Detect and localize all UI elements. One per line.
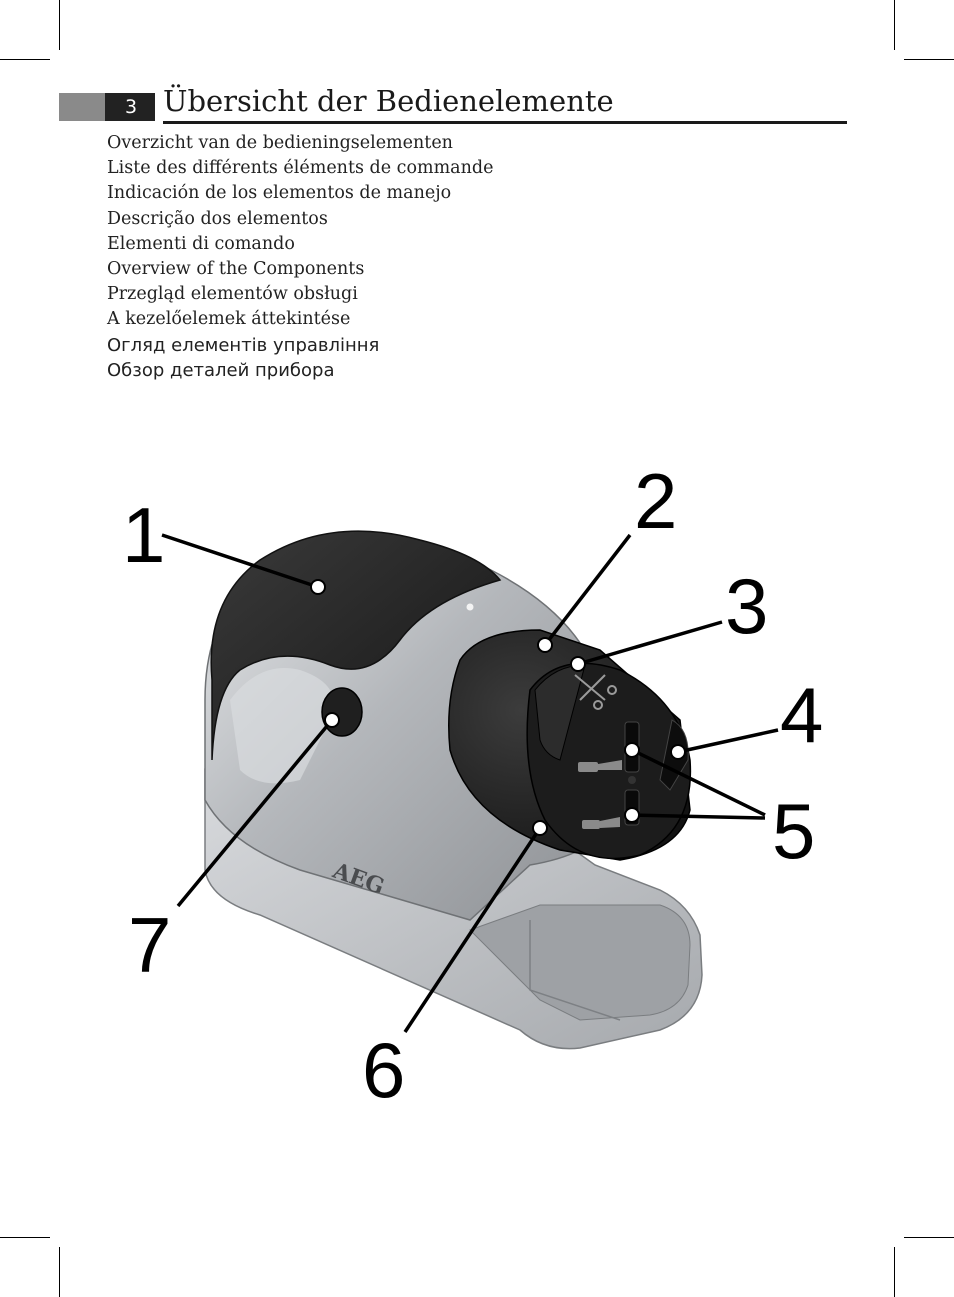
lang-title-pt: Descrição dos elementos bbox=[107, 208, 328, 229]
lang-title-uk: Огляд елементів управління bbox=[107, 334, 380, 356]
lang-title-it: Elementi di comando bbox=[107, 233, 295, 254]
page-title: Übersicht der Bedienelemente bbox=[163, 84, 614, 118]
lang-title-pl: Przegląd elementów obsługi bbox=[107, 284, 358, 305]
lang-title-ru: Обзор деталей прибора bbox=[107, 359, 335, 381]
callout-2: 2 bbox=[634, 457, 678, 545]
lang-title-nl: Overzicht van de bedieningselementen bbox=[107, 133, 453, 153]
callout-7: 7 bbox=[128, 901, 172, 989]
callout-3: 3 bbox=[725, 562, 769, 650]
page-number: 3 bbox=[124, 96, 138, 118]
lang-title-es: Indicación de los elementos de manejo bbox=[107, 183, 452, 204]
callout-4: 4 bbox=[780, 671, 824, 759]
callout-5: 5 bbox=[772, 787, 816, 875]
callout-6: 6 bbox=[362, 1026, 406, 1114]
lang-title-en: Overview of the Components bbox=[107, 259, 365, 280]
lang-title-hu: A kezelőelemek áttekintése bbox=[107, 309, 351, 330]
brand-logo: AEG bbox=[329, 857, 388, 901]
callout-1: 1 bbox=[122, 491, 166, 579]
lang-title-fr: Liste des différents éléments de commande bbox=[107, 158, 494, 179]
